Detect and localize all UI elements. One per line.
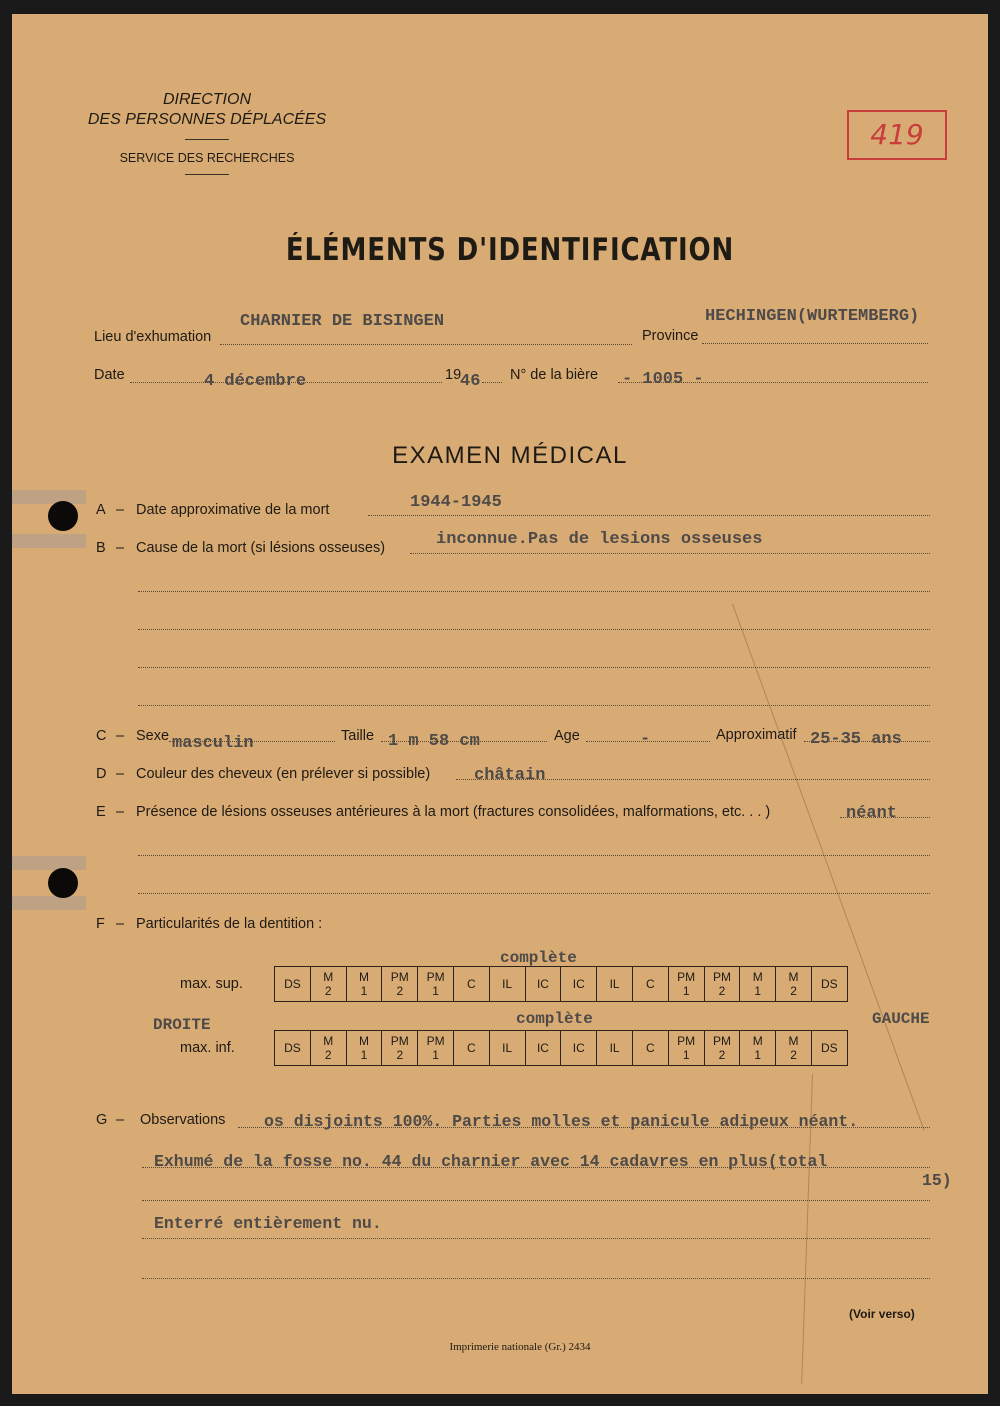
item-b-letter: B: [96, 540, 106, 556]
tooth-code: C: [646, 1041, 655, 1055]
item-b-value: inconnue.Pas de lesions osseuses: [436, 530, 763, 549]
lower-dentition-note: complète: [516, 1010, 593, 1028]
tooth-cell: [776, 967, 812, 1002]
item-a-line: [368, 515, 930, 516]
age-label: Age: [554, 728, 580, 744]
taille-value: 1 m 58 cm: [388, 732, 480, 751]
tooth-cell: [811, 967, 847, 1002]
tooth-cell: [275, 967, 311, 1002]
document-page: DIRECTION DES PERSONNES DÉPLACÉES SERVICE DES RECHERCHES 419 ÉLÉMENTS D'IDENTIFICATION Lieu d'exhumation CHARNIER DE BISINGEN Province HECHINGEN(WURTEMBERG) Date 4 décembre 19 46 N° de la bière - 1005 - EXAMEN MÉDICAL A – Date approximative de la mort 1944-1945 B – Cause de la mort (si lésions osseuses) inconnue.Pas de lesions osseuses C – Sexe masculin Taille 1 m 58 cm Age - Approximatif 25-35 ans D – Couleur des cheveux (en prélever si possible) châtain E – Présence de lésions osseuses antérieures à la mort (fractures consolidées, malformations, etc. . . ) néant F – Particularités de la dentition : complète max. sup. DS M 2 M 1 PM 2 PM 1 C IL IC IC IL C PM 1 PM 2 M 1 M 2 DS DROITE complète GAUCHE max. inf. DS M 2 M 1 PM 2 PM 1 C IL IC IC IL C PM 1 PM 2 M 1 M 2 DS G – Observations os disjoints 100%. Parties molles et panicule adipeux néant. Exhumé de la fosse no. 44 du charnier avec 14 cadavres en plus(total 15) Enterré entièrement nu. (Voir verso) Imprimerie nationale (Gr.) 2434: [12, 14, 988, 1394]
item-e-value: néant: [846, 804, 898, 823]
tooth-code: IC: [572, 977, 585, 991]
max-inf-label: max. inf.: [180, 1040, 235, 1056]
province-label: Province: [642, 328, 699, 344]
tooth-cell: [310, 967, 346, 1002]
tooth-code: DS: [284, 977, 301, 991]
observations-line: [142, 1238, 930, 1239]
tooth-code: PM: [712, 1034, 731, 1048]
tooth-cell: [489, 967, 525, 1002]
tooth-code: M: [752, 1034, 763, 1048]
observations-line3: Enterré entièrement nu.: [154, 1214, 382, 1233]
item-a-letter: A: [96, 502, 106, 518]
tooth-number: 2: [324, 1048, 332, 1062]
tooth-number: 1: [682, 1048, 690, 1062]
item-f-label: Particularités de la dentition :: [136, 916, 323, 932]
punch-hole-band: [12, 896, 86, 910]
tooth-code: PM: [390, 970, 409, 984]
file-number-stamp: 419: [847, 110, 947, 160]
observations-line2: Exhumé de la fosse no. 44 du charnier avec 14 cadavres en plus(total: [154, 1152, 828, 1171]
blank-line: [138, 855, 930, 856]
left-side-label: GAUCHE: [872, 1010, 930, 1028]
tooth-cell: [668, 967, 704, 1002]
sexe-label: Sexe: [136, 728, 170, 744]
document-title: ÉLÉMENTS D'IDENTIFICATION: [285, 232, 735, 268]
punch-hole: [48, 868, 78, 898]
tooth-number: 2: [718, 1048, 726, 1062]
biere-value: - 1005 -: [622, 370, 704, 389]
tooth-number: 1: [754, 1048, 762, 1062]
tooth-code: C: [646, 977, 655, 991]
tooth-number: 1: [754, 984, 762, 998]
tooth-cell: [382, 1031, 418, 1066]
age-value: -: [640, 730, 651, 749]
date-label: Date: [94, 367, 125, 383]
approx-label: Approximatif: [716, 727, 797, 743]
tooth-number: 1: [682, 984, 690, 998]
item-d-label: Couleur des cheveux (en prélever si possible): [136, 766, 431, 782]
year-value: 46: [460, 372, 481, 391]
biere-label: N° de la bière: [510, 367, 599, 383]
lieu-line: [220, 344, 632, 345]
tooth-code: M: [788, 970, 799, 984]
tooth-cell: [418, 1031, 454, 1066]
org-line1: DIRECTION: [163, 91, 251, 108]
tooth-code: M: [788, 1034, 799, 1048]
tooth-number: 2: [790, 984, 797, 998]
observations-line: [142, 1278, 930, 1279]
tooth-code: PM: [712, 970, 731, 984]
tooth-code: IC: [572, 1041, 585, 1055]
item-b-line: [410, 553, 930, 554]
tooth-cell: [525, 967, 561, 1002]
tooth-code: PM: [677, 1034, 696, 1048]
sexe-value: masculin: [172, 734, 254, 753]
observations-line: [142, 1200, 930, 1201]
tooth-cell: [632, 1031, 668, 1066]
tooth-number: 1: [360, 984, 368, 998]
org-line2: DES PERSONNES DÉPLACÉES: [87, 111, 327, 128]
item-g-letter: G: [96, 1112, 108, 1128]
upper-teeth-chart: [274, 966, 848, 1002]
item-e-label: Présence de lésions osseuses antérieures à la mort (fractures consolidées, malformations, etc. . . ): [136, 804, 771, 820]
tooth-cell: [561, 1031, 597, 1066]
tooth-cell: [418, 967, 454, 1002]
item-d-letter: D: [96, 766, 107, 782]
tooth-number: 2: [324, 984, 332, 998]
tooth-code: DS: [821, 1041, 838, 1055]
blank-line: [138, 629, 930, 630]
max-sup-label: max. sup.: [180, 976, 243, 992]
blank-line: [138, 705, 930, 706]
tooth-number: 1: [432, 984, 439, 998]
punch-hole: [48, 501, 78, 531]
tooth-code: IL: [502, 1041, 513, 1055]
tooth-code: DS: [821, 977, 838, 991]
item-e-letter: E: [96, 804, 106, 820]
tooth-cell: [453, 967, 489, 1002]
tooth-code: M: [323, 1034, 334, 1048]
approx-value: 25-35 ans: [810, 730, 902, 749]
observations-line2b: 15): [922, 1171, 952, 1190]
tooth-number: 2: [718, 984, 726, 998]
punch-hole-band: [12, 534, 86, 548]
tooth-cell: [310, 1031, 346, 1066]
tooth-number: 2: [396, 984, 404, 998]
tooth-cell: [561, 967, 597, 1002]
voir-verso: (Voir verso): [849, 1307, 915, 1321]
tooth-code: M: [358, 970, 369, 984]
blank-line: [138, 893, 930, 894]
observations-line1: os disjoints 100%. Parties molles et panicule adipeux néant.: [264, 1112, 859, 1131]
tooth-code: IL: [609, 1041, 620, 1055]
blank-line: [138, 591, 930, 592]
year-line: [482, 382, 502, 383]
header-rule: [185, 139, 229, 140]
tooth-number: 2: [396, 1048, 404, 1062]
item-f-letter: F: [96, 916, 105, 932]
tooth-cell: [776, 1031, 812, 1066]
item-a-label: Date approximative de la mort: [136, 502, 330, 518]
tooth-cell: [275, 1031, 311, 1066]
service-name: SERVICE DES RECHERCHES: [119, 151, 295, 165]
medical-heading: EXAMEN MÉDICAL: [392, 442, 628, 469]
tooth-cell: [525, 1031, 561, 1066]
tooth-cell: [740, 967, 776, 1002]
punch-hole-band: [12, 490, 86, 504]
date-value: 4 décembre: [204, 372, 307, 391]
tooth-code: IL: [502, 977, 513, 991]
blank-line: [138, 667, 930, 668]
tooth-code: M: [358, 1034, 369, 1048]
tooth-code: M: [323, 970, 334, 984]
punch-hole-band: [12, 856, 86, 870]
tooth-code: M: [752, 970, 763, 984]
tooth-cell: [740, 1031, 776, 1066]
tooth-number: 1: [432, 1048, 439, 1062]
tooth-cell: [346, 967, 382, 1002]
tooth-number: 2: [790, 1048, 797, 1062]
province-line: [702, 343, 928, 344]
year-prefix: 19: [445, 367, 462, 383]
tooth-code: IL: [609, 977, 620, 991]
tooth-code: PM: [677, 970, 696, 984]
tooth-cell: [632, 967, 668, 1002]
item-a-value: 1944-1945: [410, 493, 502, 512]
tooth-code: PM: [426, 1034, 445, 1048]
item-d-value: châtain: [474, 766, 546, 785]
upper-dentition-note: complète: [500, 949, 577, 967]
tooth-code: DS: [284, 1041, 301, 1055]
province-value: HECHINGEN(WURTEMBERG): [705, 307, 920, 326]
tooth-cell: [489, 1031, 525, 1066]
lieu-value: CHARNIER DE BISINGEN: [240, 312, 445, 331]
tooth-cell: [597, 1031, 633, 1066]
tooth-code: C: [467, 1041, 476, 1055]
right-side-label: DROITE: [153, 1016, 211, 1034]
tooth-code: PM: [390, 1034, 409, 1048]
lieu-label: Lieu d'exhumation: [94, 329, 212, 345]
tooth-cell: [704, 967, 740, 1002]
tooth-cell: [453, 1031, 489, 1066]
taille-label: Taille: [341, 728, 375, 744]
tooth-cell: [346, 1031, 382, 1066]
tooth-cell: [597, 967, 633, 1002]
tooth-cell: [668, 1031, 704, 1066]
tooth-code: IC: [536, 977, 549, 991]
tooth-number: 1: [360, 1048, 368, 1062]
tooth-code: PM: [426, 970, 445, 984]
tooth-code: C: [467, 977, 476, 991]
printer-credit: Imprimerie nationale (Gr.) 2434: [449, 1341, 591, 1353]
item-g-label: Observations: [140, 1112, 226, 1128]
header-rule: [185, 174, 229, 175]
item-b-label: Cause de la mort (si lésions osseuses): [136, 540, 386, 556]
tooth-cell: [382, 967, 418, 1002]
tooth-code: IC: [536, 1041, 549, 1055]
tooth-cell: [704, 1031, 740, 1066]
item-c-letter: C: [96, 728, 107, 744]
lower-teeth-chart: [274, 1030, 848, 1066]
tooth-cell: [811, 1031, 847, 1066]
